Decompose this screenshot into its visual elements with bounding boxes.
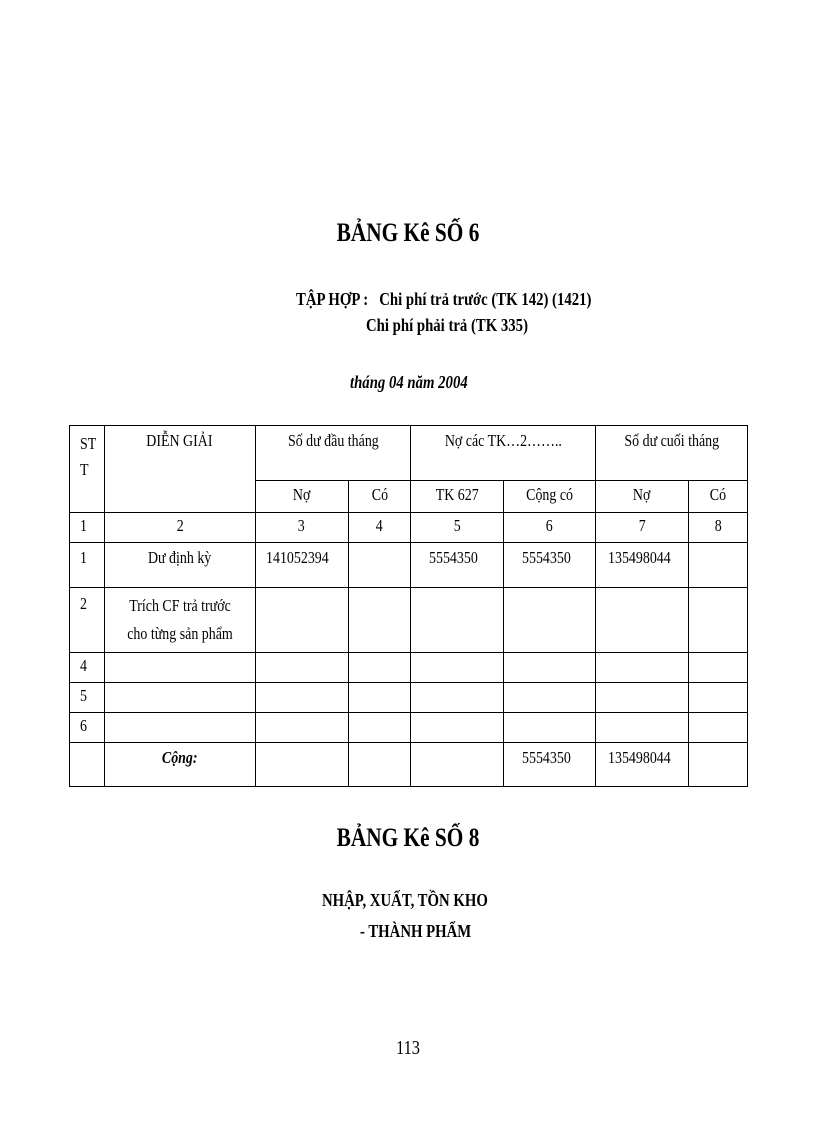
row-co-dau — [348, 543, 411, 588]
bang-ke-so-8-line1: NHẬP, XUẤT, TỒN KHO — [322, 890, 488, 910]
row-co-dau — [348, 653, 411, 683]
period-line: tháng 04 năm 2004 — [350, 372, 468, 392]
row-no-dau — [255, 588, 348, 653]
table-row — [70, 683, 748, 713]
column-number-row — [70, 513, 748, 543]
row-tk627 — [411, 683, 503, 713]
row-no-cuoi — [595, 653, 688, 683]
row-cong-co — [503, 653, 595, 683]
tap-hop-line2: Chi phí phải trả (TK 335) — [366, 315, 528, 335]
row-no-dau: 141052394 — [255, 543, 348, 588]
total-no-dau — [255, 743, 348, 787]
total-co-cuoi — [688, 743, 747, 787]
total-row — [70, 743, 748, 787]
row-cong-co — [503, 683, 595, 713]
dien-giai-header: DIỄN GIẢI — [104, 426, 255, 513]
row-dien-giai — [104, 683, 255, 713]
total-cong-co: 5554350 — [503, 743, 595, 787]
total-label: Cộng: — [104, 743, 255, 787]
col-number: 6 — [503, 513, 595, 543]
so-du-cuoi-header: Số dư cuối tháng — [595, 426, 747, 481]
row-co-dau — [348, 588, 411, 653]
row-dien-giai — [104, 713, 255, 743]
bang-ke-so-6-subtitle — [230, 286, 650, 338]
total-tk627 — [411, 743, 503, 787]
total-co-dau — [348, 743, 411, 787]
subheader-cong-co: Cộng có — [503, 481, 595, 513]
col-number: 5 — [411, 513, 503, 543]
header-row-1 — [70, 426, 748, 481]
row-co-cuoi — [688, 588, 747, 653]
row-cong-co: 5554350 — [503, 543, 595, 588]
tap-hop-line1: Chi phí trả trước (TK 142) (1421) — [379, 289, 592, 309]
row-dien-giai: Trích CF trả trước cho từng sản phẩm — [104, 588, 255, 653]
so-du-dau-header: Số dư đầu tháng — [255, 426, 411, 481]
row-tk627 — [411, 653, 503, 683]
col-number: 7 — [595, 513, 688, 543]
row-no-cuoi: 135498044 — [595, 543, 688, 588]
row-co-cuoi — [688, 543, 747, 588]
total-no-cuoi: 135498044 — [595, 743, 688, 787]
row-co-cuoi — [688, 683, 747, 713]
row-dien-giai — [104, 653, 255, 683]
bang-ke-so-6-title: BẢNG Kê SỐ 6 — [336, 218, 480, 247]
row-stt: 6 — [70, 713, 105, 743]
subheader-no-dau: Nợ — [255, 481, 348, 513]
no-cac-tk-header: Nợ các TK…2…….. — [411, 426, 596, 481]
col-number: 2 — [104, 513, 255, 543]
row-dien-giai: Dư định kỳ — [104, 543, 255, 588]
row-stt: 1 — [70, 543, 105, 588]
row-no-dau — [255, 653, 348, 683]
tap-hop-label: TẬP HỢP : — [296, 289, 369, 309]
row-co-cuoi — [688, 713, 747, 743]
row-cong-co — [503, 588, 595, 653]
table-row — [70, 713, 748, 743]
col-number: 4 — [348, 513, 411, 543]
page-number: 113 — [395, 1037, 420, 1059]
total-stt — [70, 743, 105, 787]
subheader-co-dau: Có — [348, 481, 411, 513]
subheader-co-cuoi: Có — [688, 481, 747, 513]
bang-ke-so-8-title: BẢNG Kê SỐ 8 — [336, 823, 480, 852]
stt-header: ST T — [70, 426, 105, 513]
row-no-cuoi — [595, 683, 688, 713]
col-number: 3 — [255, 513, 348, 543]
bang-ke-so-8-line2: - THÀNH PHẨM — [360, 921, 472, 941]
row-tk627: 5554350 — [411, 543, 503, 588]
row-no-cuoi — [595, 713, 688, 743]
row-no-dau — [255, 713, 348, 743]
row-stt: 4 — [70, 653, 105, 683]
col-number: 8 — [688, 513, 747, 543]
row-no-cuoi — [595, 588, 688, 653]
row-co-dau — [348, 683, 411, 713]
tap-hop-line — [296, 286, 592, 312]
subheader-no-cuoi: Nợ — [595, 481, 688, 513]
row-no-dau — [255, 683, 348, 713]
row-co-cuoi — [688, 653, 747, 683]
row-tk627 — [411, 713, 503, 743]
row-stt: 2 — [70, 588, 105, 653]
table-row — [70, 653, 748, 683]
subheader-tk627: TK 627 — [411, 481, 503, 513]
row-tk627 — [411, 588, 503, 653]
table-row — [70, 543, 748, 588]
bang-ke-so-6-table — [69, 425, 748, 787]
row-co-dau — [348, 713, 411, 743]
row-cong-co — [503, 713, 595, 743]
table-row — [70, 588, 748, 653]
col-number: 1 — [70, 513, 105, 543]
row-stt: 5 — [70, 683, 105, 713]
